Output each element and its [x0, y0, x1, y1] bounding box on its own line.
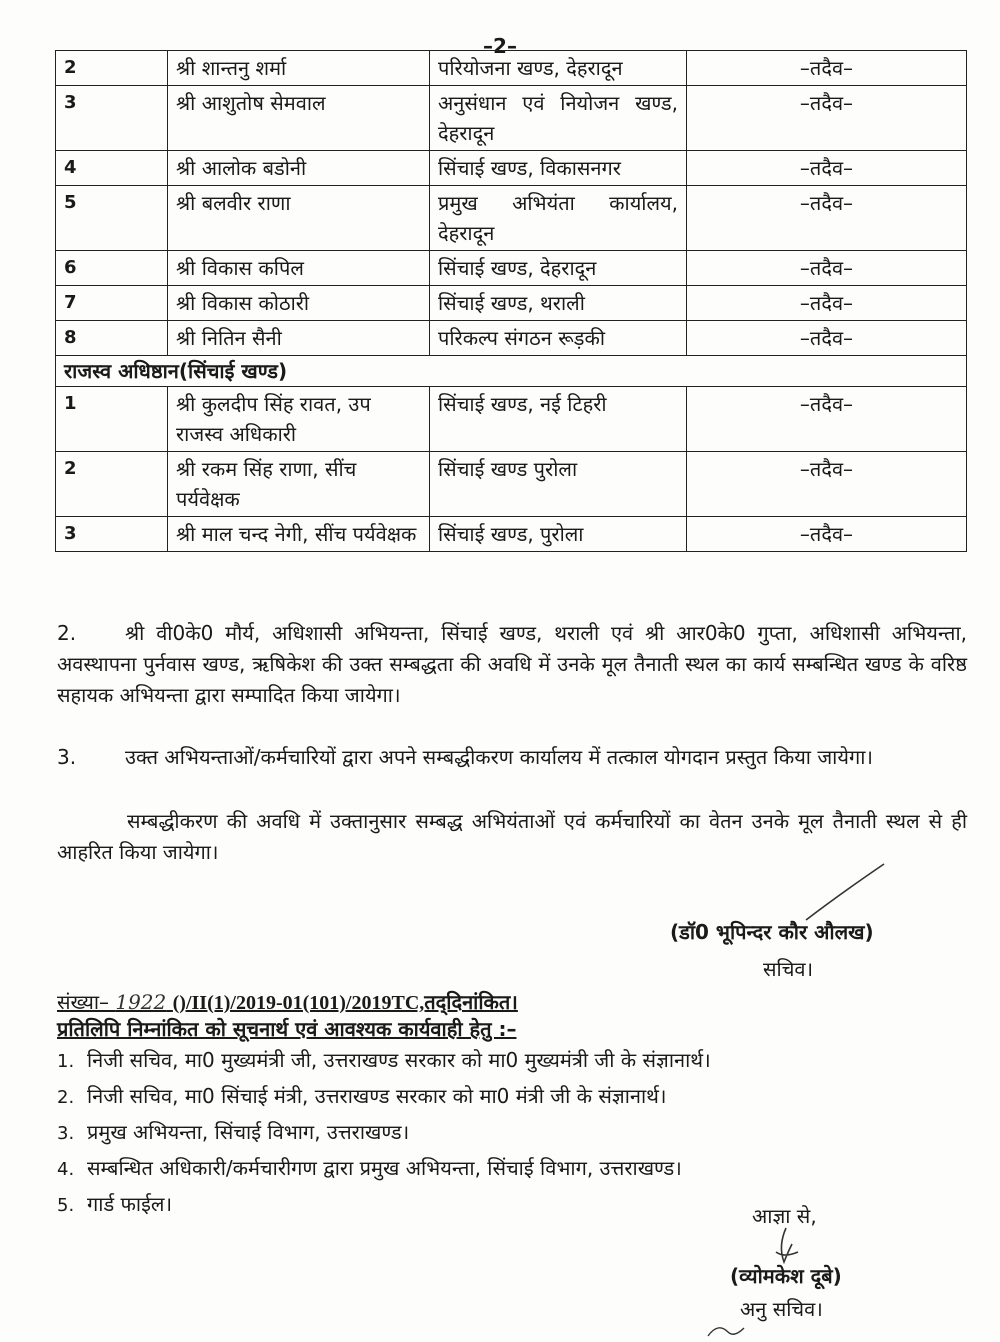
serial-number: 6: [56, 251, 168, 286]
office-name: सिंचाई खण्ड, थराली: [430, 286, 687, 321]
table-row: [56, 86, 967, 151]
reference-prefix: संख्या–: [57, 990, 109, 1014]
list-item: [57, 1187, 967, 1223]
office-name: सिंचाई खण्ड, पुरोला: [430, 517, 687, 552]
office-name: अनुसंधान एवं नियोजन खण्ड, देहरादून: [430, 86, 687, 151]
serial-number: 2: [56, 452, 168, 517]
serial-number: 5: [56, 186, 168, 251]
table-section-row: [56, 356, 967, 387]
section-title: राजस्व अधिष्ठान(सिंचाई खण्ड): [56, 356, 967, 387]
list-item-number: 3.: [57, 1123, 75, 1144]
paragraph-3-number: 3.: [57, 745, 77, 769]
employee-name: श्री नितिन सैनी: [168, 321, 430, 356]
serial-number: 7: [56, 286, 168, 321]
employee-name: श्री विकास कपिल: [168, 251, 430, 286]
serial-number: 3: [56, 86, 168, 151]
remark: –तदैव–: [687, 251, 967, 286]
reference-code: ()/II(1)/2019-01(101)/2019TC,तद्‌दिनांकित।: [172, 992, 518, 1014]
list-item-text: सम्बन्धित अधिकारी/कर्मचारीगण द्वारा प्रमुख अभियन्ता, सिंचाई विभाग, उत्तराखण्ड।: [87, 1156, 682, 1180]
office-name: परिकल्प संगठन रूड़की: [430, 321, 687, 356]
signatory-1-designation: सचिव।: [763, 957, 814, 981]
list-item: [57, 1115, 967, 1151]
paragraph-2-number: 2.: [57, 621, 77, 645]
office-name: सिंचाई खण्ड, देहरादून: [430, 251, 687, 286]
paragraph-2-text: श्री वी0के0 मौर्य, अधिशासी अभियन्ता, सिंचाई खण्ड, थराली एवं श्री आर0के0 गुप्ता, अधिशासी अभियन्ता, अवस्थापना पुर्नवास खण्ड, ऋषिकेश की उक्त सम्बद्धता की अवधि में उनके मूल तैनाती स्थल का कार्य सम्बन्धित खण्ड के वरिष्ठ सहायक अभियन्ता द्वारा सम्पादित किया जायेगा।: [57, 621, 967, 707]
staff-attachment-table: [55, 50, 967, 552]
list-item: [57, 1043, 967, 1079]
list-item-text: गार्ड फाईल।: [87, 1192, 173, 1216]
list-item-number: 1.: [57, 1051, 75, 1072]
serial-number: 2: [56, 51, 168, 86]
initials-mark: [700, 1318, 760, 1342]
table-row: [56, 51, 967, 86]
remark: –तदैव–: [687, 51, 967, 86]
serial-number: 4: [56, 151, 168, 186]
paragraph-2: [57, 618, 967, 711]
list-item-number: 5.: [57, 1195, 75, 1216]
list-item: [57, 1079, 967, 1115]
employee-name: श्री माल चन्द नेगी, सींच पर्यवेक्षक: [168, 517, 430, 552]
order-line: आज्ञा से,: [752, 1204, 817, 1228]
remark: –तदैव–: [687, 151, 967, 186]
paragraph-3-text: उक्त अभियन्ताओं/कर्मचारियों द्वारा अपने सम्बद्धीकरण कार्यालय में तत्काल योगदान प्रस्तुत किया जायेगा।: [125, 745, 873, 769]
remark: –तदैव–: [687, 517, 967, 552]
table-row: [56, 151, 967, 186]
remark: –तदैव–: [687, 86, 967, 151]
remark: –तदैव–: [687, 387, 967, 452]
page-number: –2–: [483, 34, 517, 58]
table-row: [56, 186, 967, 251]
paragraph-4-text: सम्बद्धीकरण की अवधि में उक्तानुसार सम्बद्ध अभियंताओं एवं कर्मचारियों का वेतन उनके मूल तैनाती स्थल से ही आहरित किया जायेगा।: [57, 809, 967, 864]
table-row: [56, 251, 967, 286]
copy-heading: प्रतिलिपि निम्नांकित को सूचनार्थ एवं आवश्यक कार्यवाही हेतु :–: [57, 1017, 517, 1041]
office-name: सिंचाई खण्ड पुरोला: [430, 452, 687, 517]
serial-number: 3: [56, 517, 168, 552]
employee-name: श्री रकम सिंह राणा, सींच पर्यवेक्षक: [168, 452, 430, 517]
signatory-1-name: (डॉ0 भूपिन्दर कौर औलख): [670, 920, 874, 944]
remark: –तदैव–: [687, 452, 967, 517]
remark: –तदैव–: [687, 186, 967, 251]
remark: –तदैव–: [687, 286, 967, 321]
remark: –तदैव–: [687, 321, 967, 356]
list-item-text: प्रमुख अभियन्ता, सिंचाई विभाग, उत्तराखण्ड।: [87, 1120, 410, 1144]
table-row: [56, 286, 967, 321]
signatory-2-name: (व्योमकेश दूबे): [730, 1264, 842, 1288]
table-row: [56, 387, 967, 452]
paragraph-3: [57, 742, 967, 773]
table-row: [56, 452, 967, 517]
reference-handwritten-number: 1922: [115, 990, 167, 1014]
employee-name: श्री बलवीर राणा: [168, 186, 430, 251]
employee-name: श्री आशुतोष सेमवाल: [168, 86, 430, 151]
office-name: सिंचाई खण्ड, विकासनगर: [430, 151, 687, 186]
employee-name: श्री कुलदीप सिंह रावत, उप राजस्व अधिकारी: [168, 387, 430, 452]
office-name: प्रमुख अभियंता कार्यालय, देहरादून: [430, 186, 687, 251]
list-item-text: निजी सचिव, मा0 सिंचाई मंत्री, उत्तराखण्ड सरकार को मा0 मंत्री जी के संज्ञानार्थ।: [87, 1084, 667, 1108]
table-row: [56, 517, 967, 552]
office-name: सिंचाई खण्ड, नई टिहरी: [430, 387, 687, 452]
list-item-number: 4.: [57, 1159, 75, 1180]
office-name: परियोजना खण्ड, देहरादून: [430, 51, 687, 86]
list-item-text: निजी सचिव, मा0 मुख्यमंत्री जी, उत्तराखण्ड सरकार को मा0 मुख्यमंत्री जी के संज्ञानार्थ।: [87, 1048, 711, 1072]
list-item: [57, 1151, 967, 1187]
employee-name: श्री आलोक बडोनी: [168, 151, 430, 186]
employee-name: श्री विकास कोठारी: [168, 286, 430, 321]
reference-number: [57, 988, 518, 1015]
copy-list: [57, 1043, 967, 1223]
signatory-2-designation: अनु सचिव।: [740, 1297, 823, 1321]
serial-number: 1: [56, 387, 168, 452]
list-item-number: 2.: [57, 1087, 75, 1108]
serial-number: 8: [56, 321, 168, 356]
employee-name: श्री शान्तनु शर्मा: [168, 51, 430, 86]
table-row: [56, 321, 967, 356]
